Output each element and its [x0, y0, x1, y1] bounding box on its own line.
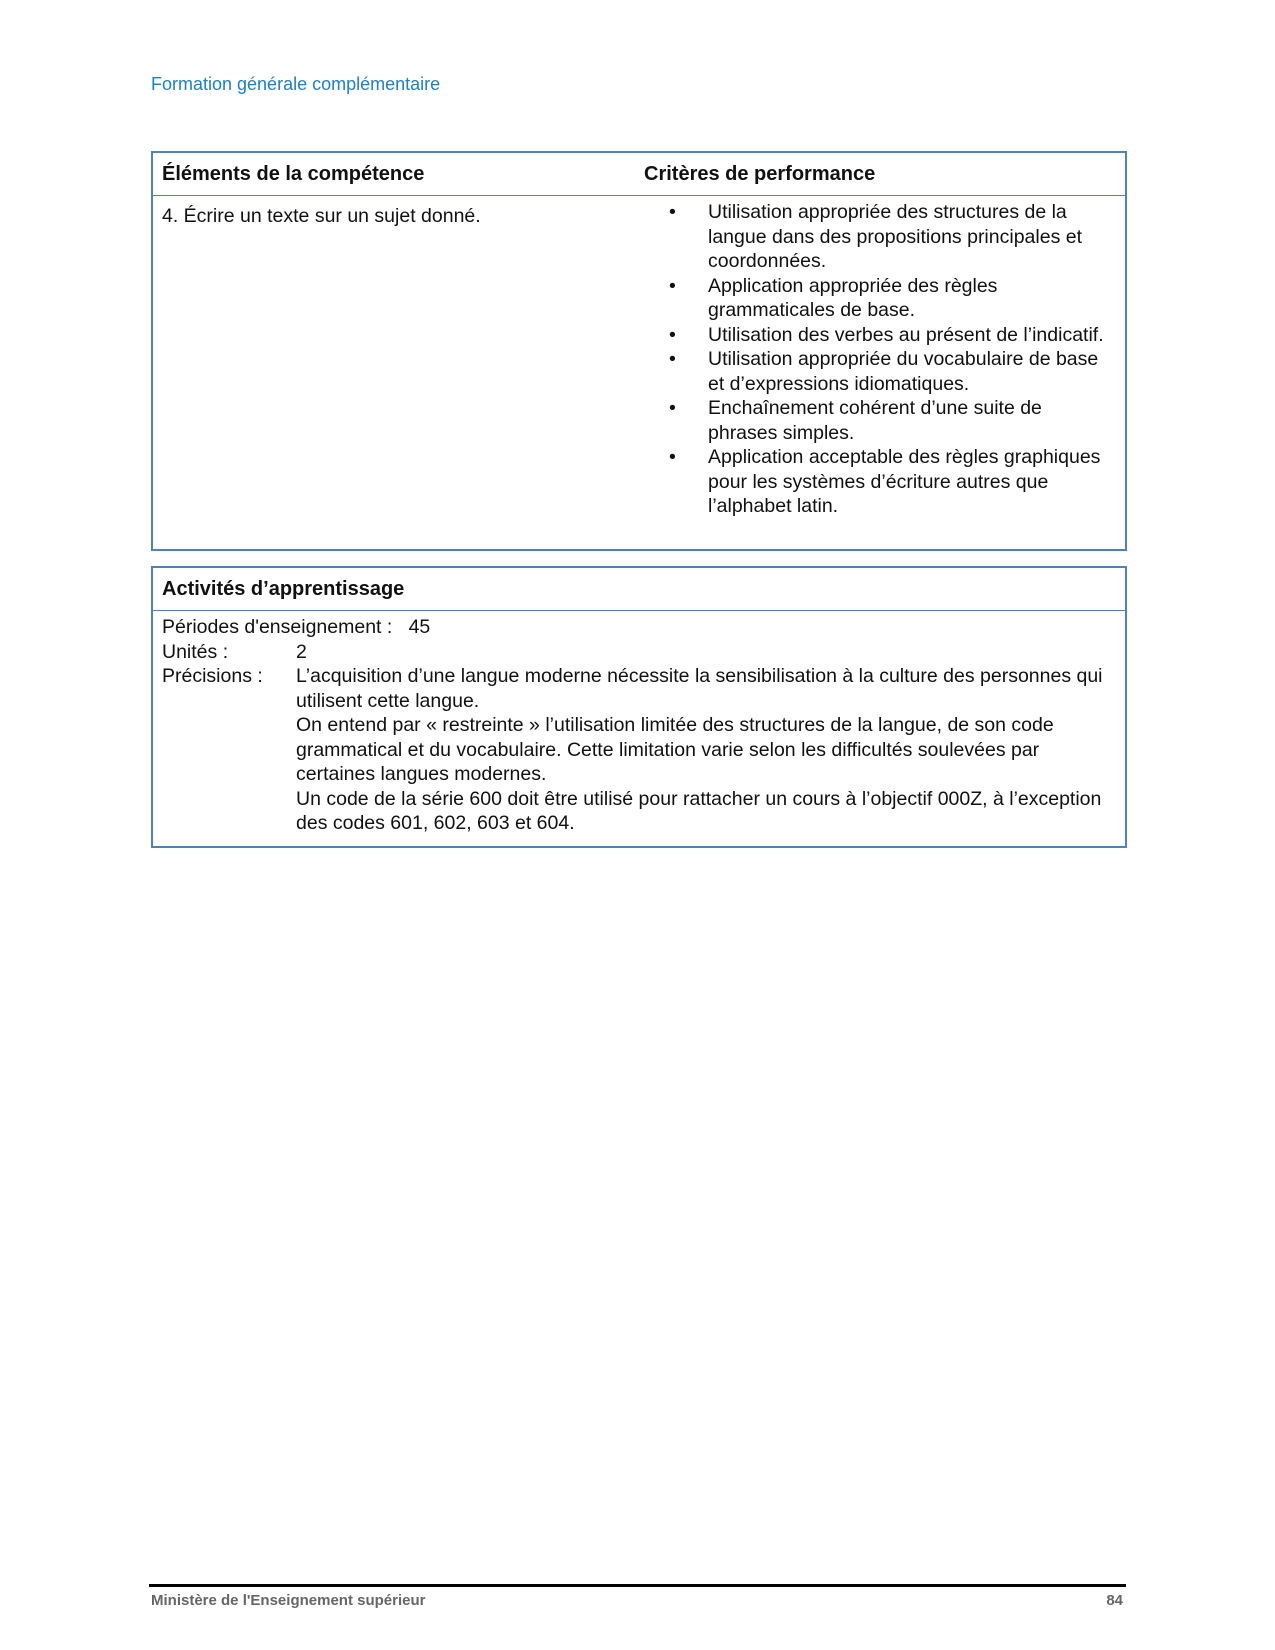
bullet-icon: • [669, 397, 676, 419]
bullet-icon: • [669, 274, 676, 297]
periods-value: 45 [408, 616, 431, 638]
criteria-list [635, 200, 1115, 519]
precision-paragraph: L’acquisition d’une langue moderne nécessite la sensibilisation à la culture des personnes qui utilisent cette langue. [296, 665, 1103, 712]
units-value: 2 [296, 640, 307, 663]
bullet-icon: • [669, 201, 676, 223]
page-number: 84 [1106, 1592, 1123, 1609]
competence-table [151, 151, 1127, 551]
bullet-icon: • [669, 323, 676, 346]
precision-paragraph: On entend par « restreinte » l’utilisation limitée des structures de la langue, de son code grammatical et du vocabulaire. Cette limitation varie selon les difficultés soulevées par certaines langues modernes. [296, 714, 1054, 785]
units-row [162, 640, 1115, 665]
activities-table [151, 566, 1127, 848]
bullet-icon: • [669, 446, 676, 468]
precision-paragraph: Un code de la série 600 doit être utilisé pour rattacher un cours à l’objectif 000Z, à l’exception des codes 601, 602, 603 et 604. [296, 787, 1102, 834]
header-criteria: Critères de performance [644, 162, 876, 185]
units-label: Unités : [162, 640, 229, 663]
footer-ministry: Ministère de l'Enseignement supérieur [151, 1592, 426, 1609]
bullet-icon: • [669, 348, 676, 370]
precisions-label: Précisions : [162, 665, 263, 687]
criteria-item: • Enchaînement cohérent d’une suite de phrases simples. [669, 397, 1042, 444]
footer-rule [149, 1584, 1126, 1587]
criteria-item: • Utilisation appropriée du vocabulaire de base et d’expressions idiomatiques. [669, 348, 1099, 395]
activities-title: Activités d’apprentissage [153, 568, 1125, 611]
criteria-item: • Utilisation des verbes au présent de l’indicatif. [669, 323, 1104, 346]
running-head: Formation générale complémentaire [151, 74, 441, 94]
precisions-row [162, 664, 1115, 836]
criteria-item: • Application appropriée des règles grammaticales de base. [669, 274, 998, 321]
periods-label: Périodes d'enseignement : [162, 616, 393, 638]
periods-row [162, 615, 1115, 640]
criteria-item: • Utilisation appropriée des structures de la langue dans des propositions principales et coordonnées. [669, 201, 1082, 272]
header-elements: Éléments de la compétence [162, 162, 425, 185]
competence-table-header [153, 153, 1125, 196]
criteria-item: • Application acceptable des règles graphiques pour les systèmes d’écriture autres que l’alphabet latin. [669, 446, 1101, 517]
competence-element: 4. Écrire un texte sur un sujet donné. [162, 205, 481, 227]
